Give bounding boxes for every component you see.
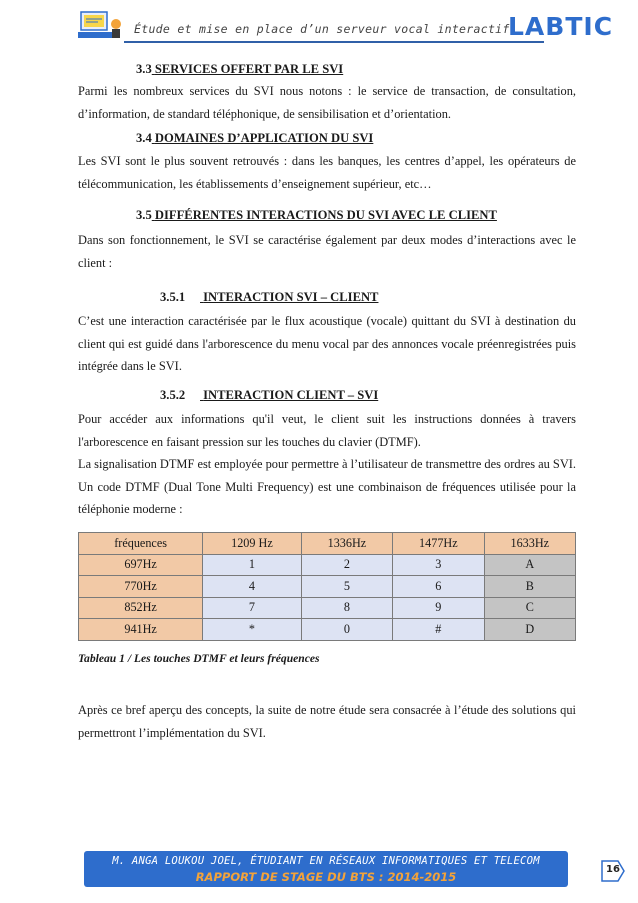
table-cell: 6 [393, 576, 484, 598]
table-cell: 9 [393, 597, 484, 619]
row-frequency: 941Hz [79, 619, 203, 641]
table-header-cell: 1336Hz [301, 533, 392, 555]
section-3-5-1-text: C’est une interaction caractérisée par le flux acoustique (vocale) quittant du SVI à destination du client qui est guidé dans l'arborescence du menu vocal par des annonces vocale préenregistrées puis intégrée dans le SVI. [78, 314, 576, 373]
table-cell: 1 [203, 554, 301, 576]
table-header-cell: 1633Hz [484, 533, 575, 555]
section-3-5-2-text: Pour accéder aux informations qu'il veut, le client suit les instructions données à travers l'arborescence en faisant pression sur les touches du clavier (DTMF). [78, 412, 576, 449]
section-number: 3.3 [136, 62, 152, 76]
labtic-logo [508, 12, 618, 42]
table-row [79, 576, 576, 598]
row-frequency: 770Hz [79, 576, 203, 598]
table-header-row [79, 533, 576, 555]
page-number: 16 [606, 864, 620, 875]
section-3-3-heading [136, 62, 343, 77]
table-cell: 8 [301, 597, 392, 619]
table-cell: 2 [301, 554, 392, 576]
conclusion-text: Après ce bref aperçu des concepts, la suite de notre étude sera consacrée à l’étude des solutions qui permettront l’implémentation du SVI. [78, 703, 576, 740]
row-frequency: 697Hz [79, 554, 203, 576]
table-cell: 7 [203, 597, 301, 619]
section-number: 3.5.1 [160, 290, 186, 304]
table-cell: 4 [203, 576, 301, 598]
page-number-badge [600, 859, 626, 883]
page-footer [84, 851, 568, 887]
section-number: 3.5.2 [160, 388, 186, 402]
table-cell: A [484, 554, 575, 576]
table-caption: Tableau 1 / Les touches DTMF et leurs fréquences [78, 652, 320, 665]
section-title: DIFFÉRENTES INTERACTIONS DU SVI AVEC LE CLIENT [154, 208, 497, 222]
section-title: INTERACTION SVI – CLIENT [203, 290, 379, 304]
table-header-cell: 1209 Hz [203, 533, 301, 555]
table-cell: C [484, 597, 575, 619]
section-number: 3.5 [136, 208, 152, 222]
section-title: INTERACTION CLIENT – SVI [203, 388, 379, 402]
footer-author: M. ANGA LOUKOU JOEL, ÉTUDIANT EN RÉSEAUX INFORMATIQUES ET TELECOM [112, 855, 540, 867]
section-title: DOMAINES D’APPLICATION DU SVI [154, 131, 374, 145]
section-3-3-text: Parmi les nombreux services du SVI nous notons : le service de transaction, de consultation, d’information, de standard téléphonique, de sensibilisation et d’orientation. [78, 84, 576, 121]
table-header-cell: 1477Hz [393, 533, 484, 555]
table-cell: * [203, 619, 301, 641]
table-row [79, 597, 576, 619]
table-cell: # [393, 619, 484, 641]
labtic-logo-text: LABTIC [508, 12, 614, 41]
dtmf-table [78, 532, 576, 641]
computer-logo-icon [78, 10, 124, 40]
section-3-5-heading [136, 208, 497, 223]
section-title: SERVICES OFFERT PAR LE SVI [154, 62, 344, 76]
table-cell: 5 [301, 576, 392, 598]
table-row [79, 554, 576, 576]
section-3-5-1-heading [160, 290, 378, 305]
page-header [78, 10, 618, 46]
document-title: Étude et mise en place d’un serveur vocal interactif [134, 22, 510, 36]
table-cell: B [484, 576, 575, 598]
table-row [79, 619, 576, 641]
footer-report-title: RAPPORT DE STAGE DU BTS : 2014-2015 [195, 870, 457, 884]
section-3-5-2-heading [160, 388, 378, 403]
section-3-4-heading [136, 131, 373, 146]
table-cell: 0 [301, 619, 392, 641]
table-header-cell: fréquences [79, 533, 203, 555]
header-rule [124, 41, 544, 43]
section-3-4-text: Les SVI sont le plus souvent retrouvés : dans les banques, les centres d’appel, les opérateurs de télécommunication, les établissements d’enseignement supérieur, etc… [78, 154, 576, 191]
table-cell: 3 [393, 554, 484, 576]
row-frequency: 852Hz [79, 597, 203, 619]
table-cell: D [484, 619, 575, 641]
section-3-5-text: Dans son fonctionnement, le SVI se caractérise également par deux modes d’interactions avec le client : [78, 233, 576, 270]
section-3-5-2-text-2: La signalisation DTMF est employée pour permettre à l’utilisateur de transmettre des ordres au SVI. Un code DTMF (Dual Tone Multi Frequency) est une combinaison de fréquences utilisée pour la téléphonie moderne : [78, 457, 576, 516]
section-number: 3.4 [136, 131, 152, 145]
